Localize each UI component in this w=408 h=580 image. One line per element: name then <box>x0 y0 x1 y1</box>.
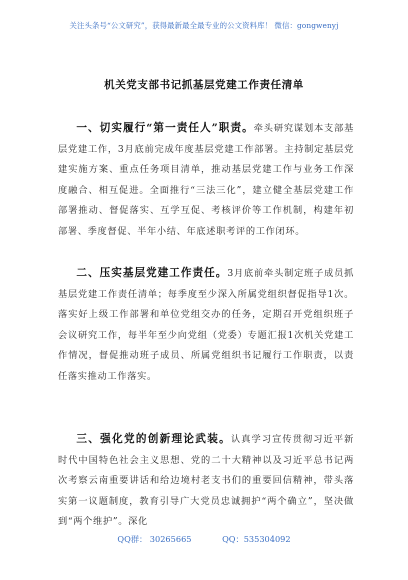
section-2-text: 3月底前牵头制定班子成员抓基层党建工作责任清单；每季度至少深入所属党组织督促指导1次。落实好上级工作部署和单位党组交办的任务，定期召开党组织班子会议研究工作，每半年至少向党组（党委）专题汇报1次机关党建工作情况，督促推动班子成员、所属党组织书记履行工作职责，以责任落实推动工作落实。 <box>58 268 355 382</box>
section-2-heading: 二、压实基层党建工作责任。 <box>76 267 228 279</box>
section-1-text: 牵头研究谋划本支部基层党建工作，3月底前完成年度基层党建工作部署。主持制定基层党建实施方案、重点任务项目清单，推动基层党建工作与业务工作深度融合、相互促进。全面推行“三法三化”，建立健全基层党建工作部署推动、督促落实、互学互促、考核评价等工作机制，构建年初部署、季度督促、半年小结、年底述职考评的工作闭环。 <box>58 123 355 237</box>
section-3 <box>58 429 354 533</box>
promo-banner: 关注头条号“公文研究”，获得最新最全最专业的公文资料库！ 微信：gongwenyj <box>69 21 339 30</box>
section-3-heading: 三、强化党的创新理论武装。 <box>76 433 231 445</box>
section-3-paragraph <box>58 429 354 533</box>
footer-qq-group: QQ群： 30265665 <box>117 534 192 544</box>
document-title: 机关党支部书记抓基层党建工作责任清单 <box>104 79 304 91</box>
contact-footer <box>0 534 408 545</box>
section-2-paragraph <box>58 263 354 388</box>
section-2 <box>58 263 354 388</box>
footer-qq-number: QQ：535304092 <box>222 534 291 544</box>
section-1 <box>58 118 354 243</box>
section-1-heading: 一、切实履行“第一责任人”职责。 <box>76 122 254 134</box>
section-3-text: 认真学习宣传贯彻习近平新时代中国特色社会主义思想、党的二十大精神以及习近平总书记两次考察云南重要讲话和给边境村老支书们的重要回信精神，带头落实第一议题制度，教育引导广大党员忠诚拥护“两个确立”，坚决做到“两个维护”。深化 <box>58 434 355 528</box>
section-1-paragraph <box>58 118 354 243</box>
